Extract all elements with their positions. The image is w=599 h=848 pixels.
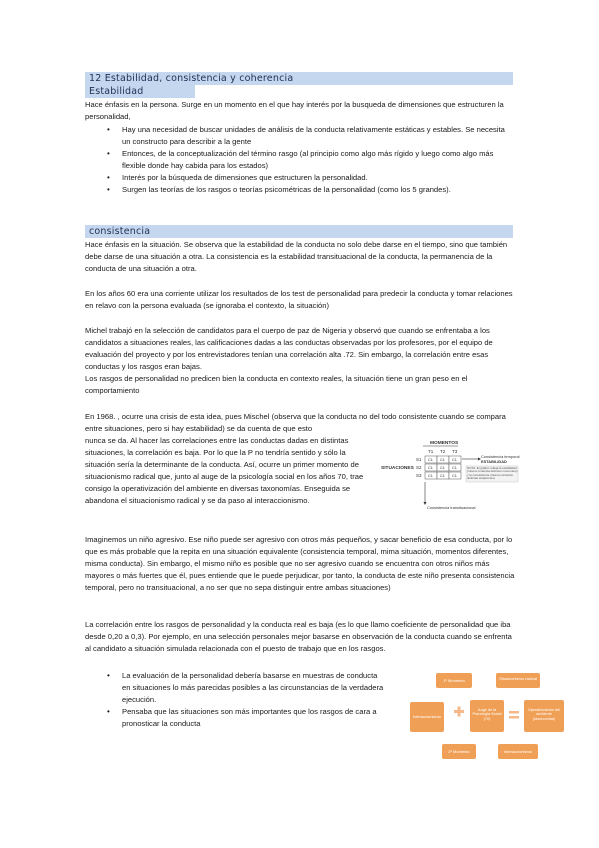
flow-box-4-text	[471, 708, 503, 728]
plus-sign-v	[458, 707, 461, 717]
consistencia-paragraph-2	[85, 288, 515, 312]
row-label-s1: S1	[416, 457, 422, 462]
paragraph: Hace énfasis en la situación. Se observa que la estabilidad de la conducta no solo debe darse en el tiempo, sino que también debe darse de una situación a otra. La consistencia es la estabilidad transituacional de la conducta, la permanencia de la conducta de una situación a otra.	[85, 240, 508, 274]
section-title-consistencia: consistencia	[85, 225, 513, 238]
estabilidad-bullet-list	[85, 124, 515, 197]
col-label-t2: T2	[440, 449, 446, 454]
flow-box-3-label: Interaccionismo	[412, 714, 442, 719]
transituacional-label: Consistencia transituacional	[427, 505, 476, 510]
momentos-label: MOMENTOS	[430, 441, 459, 446]
section-title-estabilidad: Estabilidad	[85, 85, 195, 98]
grid-cell-label: C1	[452, 474, 457, 478]
consistencia-paragraph-7	[85, 619, 515, 655]
consistencia-bullet-list	[85, 670, 385, 730]
grid-cell-label: C1	[440, 474, 445, 478]
flow-diagram	[408, 670, 568, 770]
list-item: • Surgen las teorías de los rasgos o teorías psicométricas de la personalidad (como los 5 grandes).	[85, 184, 515, 196]
paragraph: Los rasgos de personalidad no predicen bien la conducta en contexto reales, la situación tiene un gran peso en el comportamiento	[85, 374, 468, 396]
list-item: • Interés por la búsqueda de dimensiones que estructuren la personalidad.	[85, 172, 515, 184]
paragraph: Imaginemos un niño agresivo. Ese niño puede ser agresivo con otros más pequeños, y sacar beneficio de esa conducta, por lo que es más probable que la repita en una situación equivalente (consistencia temporal, mima situación, momentos diferentes, misma conducta). Sin embargo, el mismo niño es posible que no ser agresivo cuando se encuentra con otros niños más mayores o más fuertes que él, pues entiende que le puede perjudicar, por tanto, la conducta de este niño presenta consistencia temporal, pero no transituacional, a no ser que no sepa distinguir entre ambas situaciones)	[85, 535, 515, 593]
situaciones-label: SITUACIONES	[381, 466, 414, 471]
temporal-label: Consistencia temporal	[481, 454, 520, 459]
flow-box-6-label: 2º Momento	[448, 749, 470, 754]
paragraph: En 1968. , ocurre una crisis de esta idea, pues Mischel (observa que la conducta no del todo consistente cuando se compara entre situaciones, pero si hay estabilidad) se da cuenta de que esto	[85, 412, 506, 434]
consistencia-paragraph-6	[85, 534, 515, 594]
row-label-s3: S3	[416, 473, 422, 478]
section-title-main: 12 Estabilidad, consistencia y coherencia	[85, 72, 513, 85]
consistencia-paragraph-5-wrap	[85, 435, 365, 508]
equals-sign-top	[509, 711, 519, 714]
paragraph: nunca se da. Al hacer las correlaciones entre las conductas dadas en distintas situaciones, la correlación es baja. Por lo que la P no tendría sentido y sólo la situación sería la determinante de la conducta. Así, ocurre un primer momento de situacionismo radical que, junto al auge de la psicología social en los años 70, trae consigo la operativización del ambiente en diversas taxonomías. Enseguida se abandona el situacionismo radical y se da paso al interaccionismo.	[85, 436, 364, 506]
equals-sign-bottom	[509, 716, 519, 719]
col-label-t3: T3	[452, 449, 458, 454]
flow-box-2-label: Situacionismo radical	[499, 676, 537, 681]
diagram-note	[467, 467, 518, 483]
diagram-note-text: NOTA: El gráfico refleja la estabilidad (misma conducta distintos momentos) y la consistencia (misma conducta distintas situaciones)	[467, 466, 518, 481]
list-item: • Hay una necesidad de buscar unidades de análisis de la conducta relativamente estáticas y estables. Se necesita un constructo para describir a la gente	[85, 124, 515, 148]
paragraph: Hace énfasis en la persona. Surge en un momento en el que hay interés por la busqueda de dimensiones que estructuren la personalidad,	[85, 100, 504, 122]
estabilidad-intro	[85, 99, 515, 123]
row-label-s2: S2	[416, 465, 422, 470]
flow-box-4-label: Auge de la Psicología Social (70)	[472, 708, 502, 721]
grid-cell-label: C1	[428, 474, 433, 478]
consistencia-paragraph-5	[85, 411, 515, 435]
consistency-diagram	[378, 438, 520, 514]
grid-cell-label: C1	[452, 458, 457, 462]
consistencia-paragraph-3	[85, 325, 515, 398]
flow-box-7-label: Interaccionismo	[503, 749, 533, 754]
paragraph: Michel trabajó en la selección de candidatos para el cuerpo de paz de Nigeria y observó que cuando se enfrentaba a los candidatos a situaciones reales, las calificaciones dadas a las conductas observadas por los profesores, por el equipo de evaluación del proyecto y por los entrevistadores tenían una correlación alta .72. Sin embargo, la correlación entre esas conductas y los rasgos eran bajas.	[85, 326, 493, 372]
grid-cell-label: C1	[440, 458, 445, 462]
col-label-t1: T1	[428, 449, 434, 454]
list-item: • La evaluación de la personalidad debería basarse en muestras de conducta en situaciones lo más parecidas posibles a las circunstancias de la verdadera ejecución.	[85, 670, 385, 706]
consistencia-paragraph-1	[85, 239, 515, 275]
grid-cell-label: C1	[428, 458, 433, 462]
paragraph: En los años 60 era una corriente utilizar los resultados de los test de personalidad para predecir la conducta y tomar relaciones en relavo con la persona evaluada (se ignoraba el contexto, la situación)	[85, 289, 513, 311]
flow-box-5-label: Operativización del ambiente (taxonomías)	[527, 708, 561, 721]
estabilidad-label: ESTABILIDAD	[481, 459, 507, 464]
grid-cell-label: C1	[428, 466, 433, 470]
paragraph: La correlación entre los rasgos de personalidad y la conducta real es baja (es lo que llamo coeficiente de personalidad que iba desde 0,20 a 0,3). Por ejemplo, en una selección personales mejor basarse en observación de la conducta cuando se enfrenta al candidato a situación simulada relacionada con el puesto de trabajo que en los rasgos.	[85, 620, 512, 654]
list-item: • Pensaba que las situaciones son más importantes que los rasgos de cara a pronosticar la conducta	[85, 706, 385, 730]
flow-box-5-text	[525, 708, 563, 728]
list-item: • Entonces, de la conceptualización del término rasgo (al principio como algo más rígido y luego como algo más flexible donde hay cabida para los estados)	[85, 148, 515, 172]
grid-cell-label: C1	[452, 466, 457, 470]
flow-box-1-label: 1º Momento	[443, 678, 465, 683]
grid-cell-label: C1	[440, 466, 445, 470]
